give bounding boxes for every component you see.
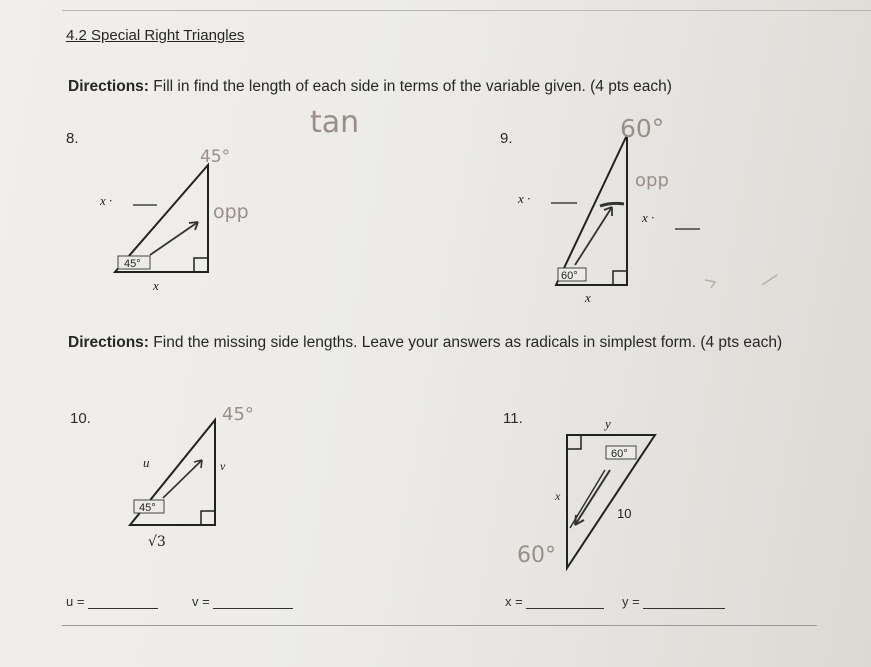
answer-v	[192, 594, 293, 609]
handwritten-p9-angle: 60°	[620, 114, 665, 143]
worksheet-title: 4.2 Special Right Triangles	[66, 27, 245, 44]
answer-u-blank[interactable]	[88, 596, 158, 609]
answer-y-blank[interactable]	[643, 596, 725, 609]
directions-1-label: Directions:	[68, 78, 149, 95]
p9-base-label: x	[585, 290, 591, 305]
p11-left-label: x	[555, 489, 561, 503]
handwritten-p9-opp: opp	[635, 170, 669, 191]
answer-x-label: x =	[505, 594, 523, 609]
p11-top-label: y	[605, 416, 611, 431]
p10-angle-label: 45°	[139, 502, 156, 514]
p11-angle-label: 60°	[611, 448, 628, 460]
p8-hyp-label: x ·	[100, 193, 113, 208]
problem-8-number: 8.	[66, 130, 79, 147]
answer-y-label: y =	[622, 594, 640, 609]
directions-2-text: Find the missing side lengths. Leave your answers as radicals in simplest form. (4 pts each)	[153, 334, 783, 351]
answer-y	[622, 594, 725, 609]
handwritten-p10-angle: 45°	[222, 404, 254, 425]
handwritten-p8-opp: opp	[213, 201, 249, 223]
handwritten-p11-angle: 60°	[517, 543, 556, 568]
p10-hyp-label: u	[143, 455, 150, 470]
directions-2-label: Directions:	[68, 334, 149, 351]
answer-v-blank[interactable]	[213, 596, 293, 609]
p9-side-label: x ·	[642, 210, 655, 225]
answer-v-label: v =	[192, 594, 210, 609]
problem-9-number: 9.	[500, 130, 513, 147]
problem-11-number: 11.	[503, 410, 523, 427]
handwritten-tan: tan	[310, 105, 360, 140]
p8-base-label: x	[153, 278, 159, 293]
directions-1-text: Fill in find the length of each side in terms of the variable given. (4 pts each)	[153, 78, 672, 95]
problem-10-number: 10.	[70, 410, 91, 427]
bottom-rule	[62, 625, 817, 626]
p10-base-label: √3	[148, 534, 166, 550]
p11-hyp-label: 10	[617, 506, 632, 521]
triangle-8	[99, 165, 208, 293]
answer-x-blank[interactable]	[526, 596, 604, 609]
triangle-11	[554, 416, 655, 568]
p8-angle-label: 45°	[124, 258, 141, 270]
triangle-10	[130, 420, 226, 550]
answer-u-label: u =	[66, 594, 85, 609]
triangle-9	[517, 135, 700, 305]
p10-side-label: v	[220, 459, 226, 473]
p9-hyp-label: x ·	[518, 191, 531, 206]
p9-angle-label: 60°	[561, 270, 578, 282]
answer-x	[505, 594, 604, 609]
answer-u	[66, 594, 158, 609]
handwritten-p8-angle: 45°	[200, 147, 231, 167]
